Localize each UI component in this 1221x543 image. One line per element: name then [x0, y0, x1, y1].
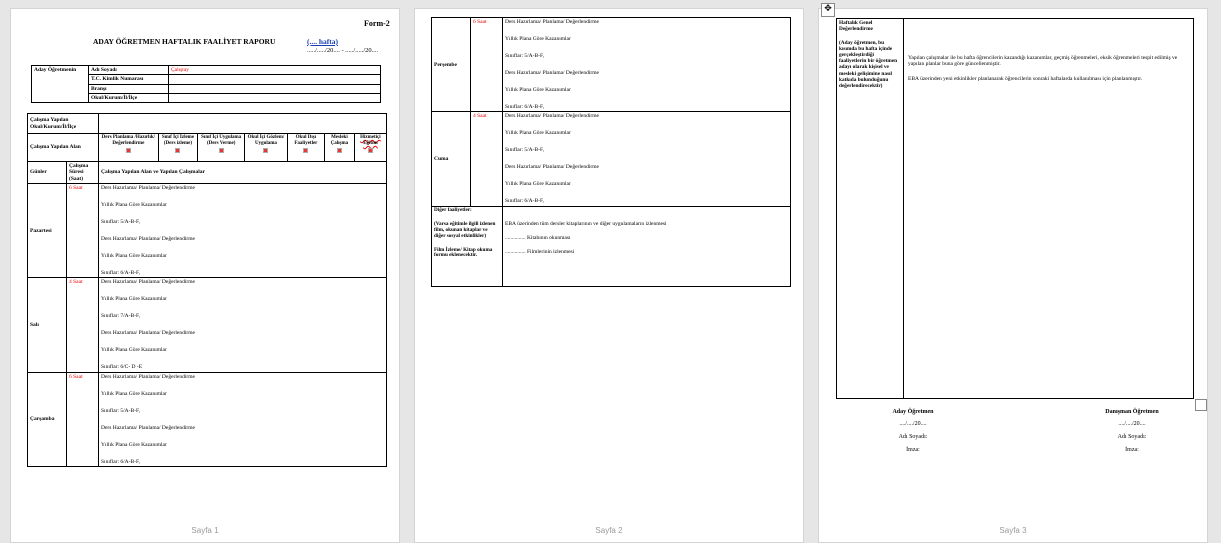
page-number: Sayfa 2 — [595, 526, 623, 535]
sig-name[interactable]: Adı Soyadı: — [898, 434, 928, 440]
area-option[interactable] — [198, 134, 245, 162]
eval-note: (Aday öğretmen, bu kısımda bu hafta içinde gerçekleştirdiği faaliyetlerin bir öğretmen adayı olarak kişisel ve mesleki gelişimine nasıl katkıda bulunduğunu değerlendirecektir) — [839, 40, 898, 89]
area-option-label: Hizmetiçi Eğitim — [360, 135, 381, 146]
col-work: Çalışma Yapılan Alan ve Yapılan Çalışmalar — [99, 162, 387, 184]
work-line: Sınıflar: 5/A-B-F, — [505, 53, 544, 59]
area-option[interactable] — [158, 134, 198, 162]
day-work[interactable] — [99, 278, 387, 372]
col-duration: Çalışma Süresi (Saat) — [67, 162, 99, 184]
date-range: ...../...../20.... - ...../...../20.... — [307, 47, 379, 54]
area-option-label: Mesleki Çalışma — [330, 135, 349, 146]
page-2 — [414, 8, 804, 543]
evaluation-text[interactable] — [904, 19, 1194, 399]
work-line: Ders Hazırlama/ Planlama/ Değerlendirme — [505, 19, 599, 25]
work-line: Sınıflar: 6/A-B-F, — [101, 458, 140, 465]
day-name: Perşembe — [432, 18, 471, 112]
work-line: Ders Hazırlama/ Planlama/ Değerlendirme — [101, 330, 195, 337]
work-line: Ders Hazırlama/ Planlama/ Değerlendirme — [101, 373, 195, 380]
work-line: Sınıflar: 7/A-B-F, — [101, 313, 140, 320]
work-line: Sınıflar: 5/A-B-F, — [505, 147, 544, 154]
work-line: Ders Hazırlama/ Planlama/ Değerlendirme — [101, 185, 195, 191]
other-title: Diğer faaliyetler: — [434, 206, 472, 213]
work-line: Yıllık Plana Göre Kazanımlar — [101, 347, 167, 354]
field-value[interactable] — [169, 93, 381, 102]
area-option[interactable] — [354, 134, 386, 162]
area-label: Çalışma Yapılan Alan — [28, 134, 99, 162]
day-hours[interactable]: 6 Saat — [471, 18, 503, 112]
signature-advisor — [1087, 409, 1177, 453]
day-hours[interactable]: 6 Saat — [67, 184, 99, 278]
evaluation-label — [837, 19, 904, 399]
day-hours[interactable]: 4 Saat — [67, 278, 99, 372]
day-hours[interactable]: 6 Saat — [67, 372, 99, 466]
checkbox-icon[interactable] — [263, 148, 268, 153]
work-line: Ders Hazırlama/ Planlama/ Değerlendirme — [505, 164, 599, 171]
work-line: Ders Hazırlama/ Planlama/ Değerlendirme — [505, 113, 599, 120]
eval-title: Haftalık Genel Değerlendirme — [839, 20, 873, 33]
field-label: T.C. Kimlik Numarası — [89, 75, 169, 84]
day-name: Cuma — [432, 112, 471, 206]
page-3 — [818, 4, 1208, 543]
work-line: Sınıflar: 5/A-B-F, — [101, 219, 140, 225]
move-handle-icon[interactable]: ✥ — [821, 3, 835, 17]
other-line: ............... Filmlerinin izlenmesi — [505, 248, 575, 255]
resize-handle-icon[interactable] — [1195, 399, 1207, 411]
work-line: Yıllık Plana Göre Kazanımlar — [505, 130, 571, 137]
sig-date[interactable]: ..../..../20.... — [1118, 421, 1146, 427]
work-line: Ders Hazırlama/ Planlama/ Değerlendirme — [505, 70, 599, 76]
sig-title: Aday Öğretmen — [892, 409, 934, 415]
area-option-label: Okul İçi Gözlem/ Uygulama — [247, 135, 285, 146]
day-work[interactable] — [503, 112, 791, 206]
candidate-info-table — [31, 65, 381, 103]
checkbox-icon[interactable] — [303, 148, 308, 153]
field-value[interactable]: Çalıştay — [169, 66, 381, 75]
area-option[interactable] — [287, 134, 324, 162]
school-label: Çalışma Yapılan Okul/Kurum/İl/İlçe — [28, 114, 99, 134]
sig-date[interactable]: ..../..../20.... — [899, 421, 927, 427]
day-hours[interactable]: 4 Saat — [471, 112, 503, 206]
work-line: Yıllık Plana Göre Kazanımlar — [505, 87, 571, 93]
area-option-label: Sınıf İçi Uygulama (Ders Verme) — [201, 135, 242, 146]
week-label: (.... hafta) — [307, 37, 339, 46]
other-note-2: Film İzleme/ Kitap okuma formu eklenecektir. — [434, 246, 493, 259]
work-line: Yıllık Plana Göre Kazanımlar — [101, 202, 167, 208]
checkbox-icon[interactable] — [337, 148, 342, 153]
work-line: Ders Hazırlama/ Planlama/ Değerlendirme — [101, 424, 195, 431]
school-value[interactable] — [99, 114, 387, 134]
work-line: Sınıflar: 6/A-B-F, — [505, 104, 544, 110]
day-work[interactable] — [99, 372, 387, 466]
day-work[interactable] — [99, 184, 387, 278]
sig-sign[interactable]: İmza: — [1125, 447, 1139, 453]
work-line: Sınıflar: 6/C- D -E — [101, 364, 143, 371]
evaluation-table — [836, 18, 1194, 399]
work-line: Ders Hazırlama/ Planlama/ Değerlendirme — [101, 236, 195, 242]
page-number: Sayfa 1 — [191, 526, 219, 535]
area-option-label: Ders Planlama /Hazırlık/ Değerlendirme — [101, 135, 155, 146]
sig-name[interactable]: Adı Soyadı: — [1117, 434, 1147, 440]
field-label: Branşı — [89, 84, 169, 93]
work-line: Yıllık Plana Göre Kazanımlar — [101, 296, 167, 303]
work-line: Yıllık Plana Göre Kazanımlar — [505, 36, 571, 42]
other-line: EBA üzerinden tüm dersler kitaplarının ve diğer uygulamaların izlenmesi — [505, 220, 667, 227]
checkbox-icon[interactable] — [175, 148, 180, 153]
day-work[interactable] — [503, 18, 791, 112]
work-line: Sınıflar: 6/A-B-F, — [505, 198, 544, 205]
day-name: Salı — [28, 278, 67, 372]
signature-candidate — [873, 409, 953, 453]
field-value[interactable] — [169, 84, 381, 93]
candidate-label: Aday Öğretmenin — [32, 66, 89, 103]
other-line: ............... Kitabının okunması — [505, 234, 571, 241]
eval-paragraph: EBA üzerinden yeni etkinlikler planlanarak öğrencilerin sonraki haftalarda kullanılması için planlanmıştır. — [908, 75, 1143, 82]
area-option[interactable] — [99, 134, 159, 162]
day-name: Pazartesi — [28, 184, 67, 278]
area-option[interactable] — [245, 134, 288, 162]
page-1 — [10, 8, 400, 543]
work-line: Sınıflar: 6/A-B-F, — [101, 270, 140, 276]
activity-table-cont — [431, 17, 791, 287]
field-label: Adı Soyadı — [89, 66, 169, 75]
col-days: Günler — [28, 162, 67, 184]
other-note: (Varsa eğitimle ilgili izlenen film, okunan kitaplar ve diğer sosyal etkinlikler) — [434, 220, 496, 239]
area-option-label: Okul Dışı Faaliyetler — [294, 135, 318, 146]
field-value[interactable] — [169, 75, 381, 84]
sig-sign[interactable]: İmza: — [906, 447, 920, 453]
checkbox-icon[interactable] — [368, 148, 373, 153]
field-label: Okul/Kurum/İl/İlçe — [89, 93, 169, 102]
work-line: Sınıflar: 5/A-B-F, — [101, 407, 140, 414]
checkbox-icon[interactable] — [219, 148, 224, 153]
work-line: Yıllık Plana Göre Kazanımlar — [505, 181, 571, 188]
work-line: Yıllık Plana Göre Kazanımlar — [101, 253, 167, 259]
sig-title: Danışman Öğretmen — [1105, 409, 1159, 415]
checkbox-icon[interactable] — [126, 148, 131, 153]
other-activities-label — [432, 206, 503, 286]
activity-table — [27, 113, 387, 467]
report-title: ADAY ÖĞRETMEN HAFTALIK FAALİYET RAPORU — [93, 37, 276, 46]
eval-paragraph: Yapılan çalışmalar ile bu hafta öğrencilerin kazandığı kazanımlar, geçmiş öğrenmeleri, eksik öğrenmeleri tespit edilmiş ve yapılan planlar buna göre güncellenmiştir. — [908, 55, 1178, 68]
work-line: Yıllık Plana Göre Kazanımlar — [101, 390, 167, 397]
work-line: Yıllık Plana Göre Kazanımlar — [101, 441, 167, 448]
page-number: Sayfa 3 — [999, 526, 1027, 535]
day-name: Çarşamba — [28, 372, 67, 466]
work-line: Ders Hazırlama/ Planlama/ Değerlendirme — [101, 279, 195, 286]
area-option[interactable] — [324, 134, 354, 162]
area-option-label: Sınıf İçi İzleme (Ders izleme) — [161, 135, 195, 146]
other-activities-value[interactable] — [503, 206, 791, 286]
form-label: Form-2 — [364, 19, 390, 28]
